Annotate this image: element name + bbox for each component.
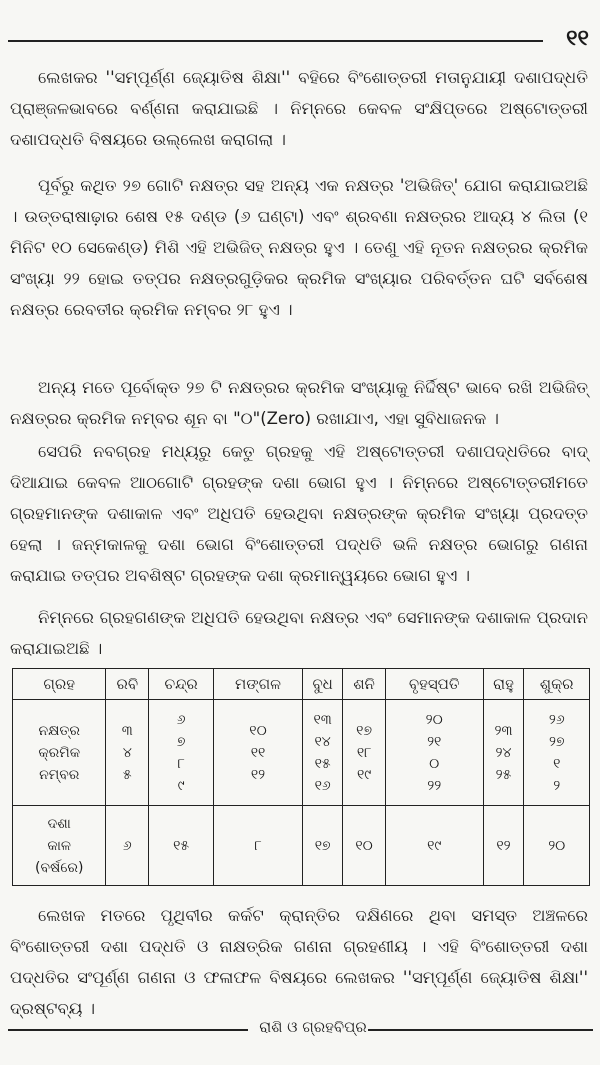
table-row-dasha [13,806,590,886]
cell-value: ୧ [553,755,561,772]
cell-value: ୨୭ [548,733,565,750]
header-cell: ବୁଧ [302,669,342,700]
cell-value: ୨୩ [494,722,513,739]
paragraph-4 [10,436,588,591]
paragraph-1 [10,62,588,155]
header-cell: ଶୁକ୍ର [524,669,590,700]
cell-value: ୧୨ [250,766,266,783]
cell-value: ୨୧ [427,733,442,750]
cell-rabi [106,700,149,806]
cell-value: ୦ [429,755,440,772]
header-cell: ଗ୍ରହ [13,669,106,700]
cell-value: ୧୪ [314,733,331,750]
label-line: କାଳ [47,837,72,854]
cell-value: ୩ [121,722,133,739]
cell-value: ୧୫ [314,755,331,772]
cell-value: ୧୭ [356,722,373,739]
cell-value: ୪ [122,744,132,761]
dasha-rahu: ୧୨ [483,806,524,886]
cell-chandra [149,700,214,806]
cell-shukra [524,700,590,806]
cell-value: ୨୫ [495,766,512,783]
cell-value: ୨୦ [425,711,443,728]
cell-shani [343,700,386,806]
dasha-brihaspati: ୧୯ [385,806,483,886]
cell-budha [302,700,342,806]
row-label-dasha [13,806,106,886]
header-cell: ରାହୁ [483,669,524,700]
dasha-shukra: ୨୦ [524,806,590,886]
footer-rule-right [368,1029,593,1031]
cell-rahu [483,700,524,806]
header-cell: ଶନି [343,669,386,700]
cell-mangala [214,700,303,806]
cell-value: ୧୦ [249,722,267,739]
cell-value: ୧୬ [314,777,331,794]
paragraph-6 [10,900,588,1024]
cell-value: ୨୨ [427,777,442,794]
paragraph-3-text: ଅନ୍ୟ ମତେ ପୂର୍ବୋକ୍ତ ୨୭ ଟି ନକ୍ଷତ୍ରର କ୍ରମିକ ସଂଖ୍ୟାକୁ ନିର୍ଦ୍ଦିଷ୍ଟ ଭାବେ ରଖି ଅଭିଜିତ୍ ନକ୍ଷତ୍ରର କ୍ରମିକ ନମ୍ବର ଶୂନ ବା "୦"(Zero) ରଖାଯାଏ, ଏହା ସୁବିଧାଜନକ । [10,378,588,428]
dasha-rabi: ୬ [106,806,149,886]
paragraph-6-text: ଲେଖକ ମତରେ ପୃଥିବୀର କର୍କଟ କ୍ରାନ୍ତିର ଦକ୍ଷିଣରେ ଥିବା ସମସ୍ତ ଅଞ୍ଚଳରେ ବିଂଶୋତ୍ତରୀ ଦଶା ପଦ୍ଧତି ଓ ନାକ୍ଷତ୍ରିକ ଗଣନା ଗ୍ରହଣୀୟ । ଏହି ବିଂଶୋତ୍ତରୀ ଦଶା ପଦ୍ଧତିର ସଂପୂର୍ଣ୍ଣ ଗଣନା ଓ ଫଳାଫଳ ବିଷୟରେ ଲେଖକର ''ସମ୍ପୂର୍ଣ୍ଣ ଜ୍ୟୋତିଷ ଶିକ୍ଷା'' ଦ୍ରଷ୍ଟବ୍ୟ । [10,906,588,1018]
cell-value: ୫ [122,766,132,783]
cell-value: ୬ [176,711,186,728]
paragraph-1-text: ଲେଖକର ''ସମ୍ପୂର୍ଣ୍ଣ ଜ୍ୟୋତିଷ ଶିକ୍ଷା'' ବହିରେ ବିଂଶୋତ୍ତରୀ ମତାନୁଯାୟୀ ଦଶାପଦ୍ଧତି ପ୍ରାଞ୍ଜଳଭାବରେ ବର୍ଣ୍ଣନା କରାଯାଇଛି । ନିମ୍ନରେ କେବଳ ସଂକ୍ଷିପ୍ତରେ ଅଷ୍ଟୋତ୍ତରୀ ଦଶାପଦ୍ଧତି ବିଷୟରେ ଉଲ୍ଲେଖ କରାଗଲା । [10,68,588,149]
label-line: (ବର୍ଷରେ) [35,859,84,876]
dasha-mangala: ୮ [214,806,303,886]
paragraph-5-text: ନିମ୍ନରେ ଗ୍ରହଗଣଙ୍କ ଅଧିପତି ହେଉଥିବା ନକ୍ଷତ୍ର ଏବଂ ସେମାନଙ୍କ ଦଶାକାଳ ପ୍ରଦାନ କରାଯାଇଅଛି । [10,608,588,658]
header-cell: ଚନ୍ଦ୍ର [149,669,214,700]
cell-value: ୨୪ [495,744,512,761]
label-line: ନମ୍ବର [39,766,80,783]
table-row-nakshatra [13,700,590,806]
header-rule [8,40,543,42]
paragraph-4-text: ସେପରି ନବଗ୍ରହ ମଧ୍ୟରୁ କେତୁ ଗ୍ରହକୁ ଏହି ଅଷ୍ଟୋତ୍ତରୀ ଦଶାପଦ୍ଧତିରେ ବାଦ୍ ଦିଆଯାଇ କେବଳ ଆଠଗୋଟି ଗ୍ରହଙ୍କ ଦଶା ଭୋଗ ହୁଏ । ନିମ୍ନରେ ଅଷ୍ଟୋତ୍ତରୀମତେ ଗ୍ରହମାନଙ୍କ ଦଶାକାଳ ଏବଂ ଅଧିପତି ହେଉଥିବା ନକ୍ଷତ୍ରଙ୍କ କ୍ରମିକ ସଂଖ୍ୟା ପ୍ରଦତ୍ତ ହେଲା । ଜନ୍ମକାଳକୁ ଦଶା ଭୋଗ ବିଂଶୋତ୍ତରୀ ପଦ୍ଧତି ଭଳି ନକ୍ଷତ୍ର ଭୋଗରୁ ଗଣନା କରାଯାଇ ତତ୍ପର ଅବଶିଷ୍ଟ ଗ୍ରହଙ୍କ ଦଶା କ୍ରମାନ୍ୱୟରେ ଭୋଗ ହୁଏ । [10,442,588,585]
row-label-nakshatra [13,700,106,806]
label-line: କ୍ରମିକ [38,744,81,761]
paragraph-2 [10,170,588,325]
dasha-table [12,668,590,886]
cell-value: ୧୮ [356,744,372,761]
cell-value: ୧୧ [250,744,266,761]
paragraph-5 [10,602,588,664]
page-footer [8,1018,593,1042]
cell-value: ୯ [177,777,185,794]
footer-text: ରାଶି ଓ ଗ୍ରହବିପ୍ର [259,1018,367,1036]
cell-value: ୨ [553,777,561,794]
cell-value: ୧୩ [313,711,332,728]
label-line: ନକ୍ଷତ୍ର [38,722,80,739]
page-number: ୧୧ [566,26,589,51]
dasha-chandra: ୧୫ [149,806,214,886]
label-line: ଦଶା [47,815,71,832]
dasha-budha: ୧୭ [302,806,342,886]
page-header [8,26,593,56]
dasha-shani: ୧୦ [343,806,386,886]
cell-value: ୨୬ [548,711,565,728]
paragraph-3 [10,372,588,434]
cell-value: ୮ [177,755,185,772]
cell-brihaspati [385,700,483,806]
header-cell: ବୃହସ୍ପତି [385,669,483,700]
cell-value: ୧୯ [356,766,372,783]
footer-rule-left [8,1029,248,1031]
header-cell: ରବି [106,669,149,700]
table-header-row [13,669,590,700]
header-cell: ମଙ୍ଗଳ [214,669,303,700]
paragraph-2-text: ପୂର୍ବରୁ କଥିତ ୨୭ ଗୋଟି ନକ୍ଷତ୍ର ସହ ଅନ୍ୟ ଏକ ନକ୍ଷତ୍ର 'ଅଭିଜିତ୍' ଯୋଗ କରାଯାଇଅଛି । ଉତ୍ତରାଷାଢ଼ାର ଶେଷ ୧୫ ଦଣ୍ଡ (୬ ଘଣ୍ଟା) ଏବଂ ଶ୍ରବଣା ନକ୍ଷତ୍ରର ଆଦ୍ୟ ୪ ଲିତା (୧ ମିନିଟ ୧୦ ସେକେଣ୍ଡ) ମିଶି ଏହି ଅଭିଜିତ୍ ନକ୍ଷତ୍ର ହୁଏ । ତେଣୁ ଏହି ନୂତନ ନକ୍ଷତ୍ରର କ୍ରମିକ ସଂଖ୍ୟା ୨୨ ହୋଇ ତତ୍ପର ନକ୍ଷତ୍ରଗୁଡ଼ିକର କ୍ରମିକ ସଂଖ୍ୟାର ପରିବର୍ତ୍ତନ ଘଟି ସର୍ବଶେଷ ନକ୍ଷତ୍ର ରେବତୀର କ୍ରମିକ ନମ୍ବର ୨୮ ହୁଏ । [10,176,588,319]
cell-value: ୭ [176,733,186,750]
